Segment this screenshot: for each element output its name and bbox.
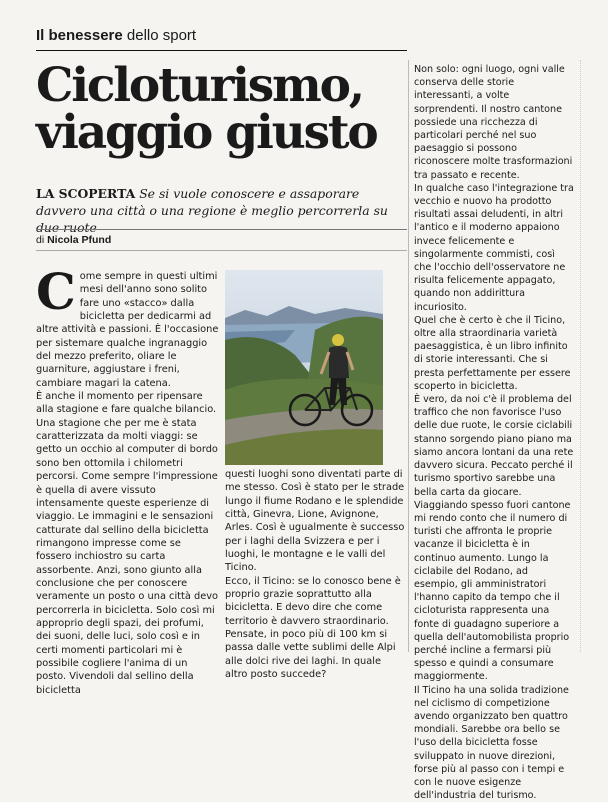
paragraph: Ecco, il Ticino: se lo conosco bene è proprio grazie soprattutto alla bicicletta. E devo dire che come territorio è davvero straordinario. Pensate, in poco più di 100 km si passa dalle vette sublimi delle Alpi alle dolci rive dei laghi. In quale altro posto succede? [225,575,401,681]
column-divider [408,60,409,652]
kicker: LA SCOPERTA [36,186,136,201]
deck-rule [36,229,407,230]
paragraph: È anche il momento per ripensare alla stagione e fare qualche bilancio. Una stagione che per me è stata caratterizzata da molti viaggi: se getto un occhio al computer di bordo sono ben ottomila i chilometri percorsi. Come sempre l'impressione è quella di avere vissuto intensamente queste esperienze di viaggio. Le immagini e le sensazioni catturate dal sellino della bicicletta rimangono impresse come se fossero inchiostro su carta assorbente. Anzi, sono giunto alla conclusione che per conoscere veramente un posto o una città devo percorrerla in bicicletta. Solo così mi approprio degli spazi, dei profumi, dei suoni, delle luci, solo così e in certi momenti particolari mi è possibile cogliere l'anima di un posto. Vivendoli dal sellino della bicicletta [36,391,219,696]
drop-cap: C [36,262,76,321]
paragraph: Il Ticino ha una solida tradizione nel ciclismo di competizione avendo organizzato ben quattro mondiali. Sarebbe ora bello se l'uso della bicicletta fosse sviluppato in nuove direzioni, forse più al passo con i tempi e con le nuove esigenze dell'industria del turismo. [414,684,569,802]
paragraph: questi luoghi sono diventati parte di me stesso. Così è stato per le strade lungo il fiume Rodano e le splendide città, Ginevra, Lione, Avignone, Arles. Così è ugualmente è successo per i laghi della Svizzera e per i luoghi, le montagne e le valli del Ticino. [225,469,405,574]
photo-icon [225,270,383,465]
header-rule [36,50,407,51]
headline [36,58,408,160]
paragraph: In qualche caso l'integrazione tra vecchio e nuovo ha prodotto risultati assai deludenti, in altri l'antico e il moderno appaiono invece felicemente e singolarmente commisti, così che l'occhio dell'osservatore ne risulta felicemente appagato, quando non addirittura incuriosito. [414,182,574,313]
page-edge-rule [580,60,581,652]
section-name: Il benessere [36,27,123,44]
headline-line-1: Cicloturismo, [36,58,363,113]
section-header [36,27,196,44]
byline-prefix: di [36,234,48,246]
byline [36,234,111,246]
headline-line-2: viaggio giusto [36,105,377,160]
paragraph: ome sempre in questi ultimi mesi dell'anno sono solito fare uno «stacco» dalla bicicletta per dedicarmi ad altre attività e passioni. È l'occasione per sistemare qualche ingranaggio del mezzo preferito, oliare le guarniture, aggiustare i freni, cambiare magari la catena. [36,271,219,389]
deck-text: Se si vuole conoscere e assaporare davvero una città o una regione è meglio percorrerla su due ruote [36,186,388,235]
paragraph: Non solo: ogni luogo, ogni valle conserva delle storie interessanti, a volte sorprendenti. Il nostro cantone possiede una ricchezza di particolari perché nel suo paesaggio si possono riconoscere molte trasformazioni tra passato e recente. [414,64,573,181]
paragraph: È vero, da noi c'è il problema del traffico che non favorisce l'uso delle due ruote, le corsie ciclabili stanno sorgendo piano piano ma siamo ancora lontani da una rete davvero sicura. Peccato perché il turismo sportivo sarebbe una bella carta da giocare. Viaggiando spesso fuori cantone mi rendo conto che il numero di turisti che affronta le proprie vacanze il bicicletta è in continuo aumento. Lungo la ciclabile del Rodano, ad esempio, gli amministratori l'hanno capito da tempo che il cicloturista rappresenta una fonte di guadagno superiore a quella dell'automobilista proprio perché incline a fermarsi più spesso e quindi a consumare maggiormente. [414,394,574,683]
byline-author: Nicola Pfund [47,234,112,246]
body-column-2 [225,468,405,682]
byline-rule [36,250,407,251]
section-subname: dello sport [122,27,197,44]
body-column-1 [36,262,219,697]
paragraph: Quel che è certo è che il Ticino, oltre alla straordinaria varietà paesaggistica, è un libro infinito di storie interessanti. Che si presta perfettamente per essere scoperto in bicicletta. [414,314,571,392]
body-column-3 [414,63,574,802]
cyclist-lake-photo [225,270,383,465]
